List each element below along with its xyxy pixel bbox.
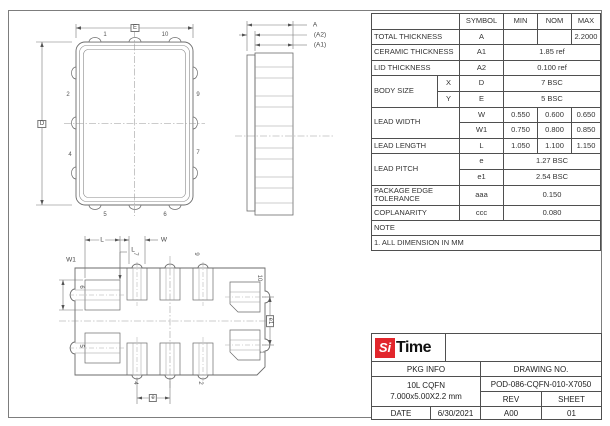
row-label: LEAD PITCH — [372, 154, 460, 185]
logo-row-empty-cell — [446, 334, 601, 361]
row-min: 1.050 — [504, 138, 538, 154]
table-row — [372, 185, 601, 205]
row-label: CERAMIC THICKNESS — [372, 45, 460, 61]
top-view-pin-2-label: 2 — [66, 92, 70, 98]
row-max: 0.850 — [572, 123, 601, 139]
row-symbol: e1 — [460, 169, 504, 185]
bottom-view-lineart — [55, 230, 275, 415]
sitime-logo-si: Si — [375, 338, 395, 358]
top-view-pin-9-label: 9 — [196, 92, 200, 98]
bottom-view-dim-l-label: L — [100, 236, 104, 244]
row-min — [504, 29, 538, 45]
pkg-size: 7.000x5.00X2.2 mm — [390, 391, 462, 401]
row-nom: 0.800 — [538, 123, 572, 139]
table-row — [372, 29, 601, 45]
row-symbol: W — [460, 107, 504, 123]
note-row — [372, 236, 601, 251]
drawing-no-header: DRAWING NO. — [513, 364, 569, 374]
table-row — [372, 76, 601, 92]
date-value: 6/30/2021 — [431, 407, 481, 419]
header-symbol: SYMBOL — [460, 14, 504, 30]
drawing-no-value: POD-086-CQFN-010-X7050 — [481, 377, 601, 392]
bottom-view-pin-10-label: 10 — [256, 274, 262, 282]
side-view-lineart — [235, 18, 340, 230]
top-view-dim-e-label: E — [130, 24, 139, 32]
bottom-view-pin-2-label: 2 — [197, 381, 203, 385]
row-label: PACKAGE EDGE TOLERANCE — [372, 185, 460, 205]
table-row — [372, 205, 601, 221]
row-min: 0.550 — [504, 107, 538, 123]
note-text: 1. ALL DIMENSION IN MM — [372, 236, 601, 251]
bottom-view-dim-e1-label: e1 — [266, 315, 274, 327]
header-min: MIN — [504, 14, 538, 30]
row-value: 2.54 BSC — [504, 169, 601, 185]
row-max: 0.650 — [572, 107, 601, 123]
bottom-view-pin-9-label: 9 — [193, 252, 199, 256]
row-value: 5 BSC — [504, 91, 601, 107]
top-view-pin-6-label: 6 — [163, 212, 167, 218]
row-sublabel-x: X — [438, 76, 460, 92]
row-label: COPLANARITY — [372, 205, 460, 221]
row-value: 7 BSC — [504, 76, 601, 92]
section-header-row — [372, 362, 601, 377]
table-row — [372, 45, 601, 61]
row-label: BODY SIZE — [372, 76, 438, 107]
table-row — [372, 154, 601, 170]
table-row — [372, 60, 601, 76]
top-view-pin-4-label: 4 — [68, 152, 72, 158]
bottom-view-pin-6-label: 6 — [78, 285, 84, 289]
row-value: 1.85 ref — [504, 45, 601, 61]
side-view-dim-a1-label: (A1) — [313, 41, 327, 49]
pkg-info-cell — [372, 377, 481, 406]
row-symbol: E — [460, 91, 504, 107]
row-symbol: ccc — [460, 205, 504, 221]
table-row — [372, 138, 601, 154]
bottom-view-pin-4-label: 4 — [132, 381, 138, 385]
row-value: 1.27 BSC — [504, 154, 601, 170]
row-nom: 1.100 — [538, 138, 572, 154]
bottom-view-dim-w-label: W — [160, 236, 168, 244]
row-nom: 0.600 — [538, 107, 572, 123]
sheet-header: SHEET — [558, 394, 585, 404]
title-block — [371, 333, 602, 420]
top-view-pin-10-label: 10 — [161, 32, 169, 38]
table-row — [372, 107, 601, 123]
note-header: NOTE — [372, 221, 601, 236]
header-nom: NOM — [538, 14, 572, 30]
header-empty-cell — [372, 14, 460, 30]
pkg-info-header: PKG INFO — [372, 362, 481, 376]
bottom-view-pin-5-label: 5 — [78, 344, 84, 348]
row-max: 2.2000 — [572, 29, 601, 45]
bottom-view-drawing — [55, 230, 275, 415]
side-view-drawing — [235, 18, 340, 230]
logo-cell — [372, 334, 446, 361]
rev-value: A00 — [481, 407, 542, 419]
row-symbol: e — [460, 154, 504, 170]
row-symbol: D — [460, 76, 504, 92]
top-view-lineart — [28, 18, 233, 230]
bottom-view-dim-w1-label: W1 — [66, 256, 76, 264]
row-symbol: A — [460, 29, 504, 45]
rev-header: REV — [481, 392, 542, 406]
top-view-pin-5-label: 5 — [103, 212, 107, 218]
top-view-pin-7-label: 7 — [196, 150, 200, 156]
bottom-view-pin-7-label: 7 — [132, 252, 138, 256]
side-view-dim-a-label: A — [312, 21, 318, 29]
row-symbol: aaa — [460, 185, 504, 205]
sitime-logo-time: Time — [396, 338, 432, 356]
bottom-view-dim-e-label: e — [149, 394, 157, 402]
row-value: 0.150 — [504, 185, 601, 205]
row-value: 0.100 ref — [504, 60, 601, 76]
row-label: LEAD WIDTH — [372, 107, 460, 138]
row-sublabel-y: Y — [438, 91, 460, 107]
bottom-view-dim-l-inner-label: L — [131, 246, 135, 254]
pkg-name: 10L CQFN — [407, 381, 445, 391]
top-view-pin-1-label: 1 — [103, 32, 107, 38]
top-view-drawing — [28, 18, 233, 230]
row-label: LEAD LENGTH — [372, 138, 460, 154]
row-max: 1.150 — [572, 138, 601, 154]
date-row — [372, 407, 601, 419]
note-header-row — [372, 221, 601, 236]
logo-row — [372, 334, 601, 362]
row-symbol: L — [460, 138, 504, 154]
sheet-value: 01 — [567, 408, 576, 418]
row-label: TOTAL THICKNESS — [372, 29, 460, 45]
bottom-view-pin-1-label: 1 — [258, 350, 264, 354]
side-view-dim-a2-label: (A2) — [313, 31, 327, 39]
row-symbol: A1 — [460, 45, 504, 61]
row-symbol: W1 — [460, 123, 504, 139]
table-header-row — [372, 14, 601, 30]
content-row — [372, 377, 601, 407]
header-max: MAX — [572, 14, 601, 30]
row-min: 0.750 — [504, 123, 538, 139]
row-label: LID THICKNESS — [372, 60, 460, 76]
row-nom — [538, 29, 572, 45]
row-symbol: A2 — [460, 60, 504, 76]
row-value: 0.080 — [504, 205, 601, 221]
top-view-dim-d-label: D — [37, 120, 46, 128]
dimension-table — [371, 13, 601, 251]
date-label: DATE — [372, 407, 431, 419]
